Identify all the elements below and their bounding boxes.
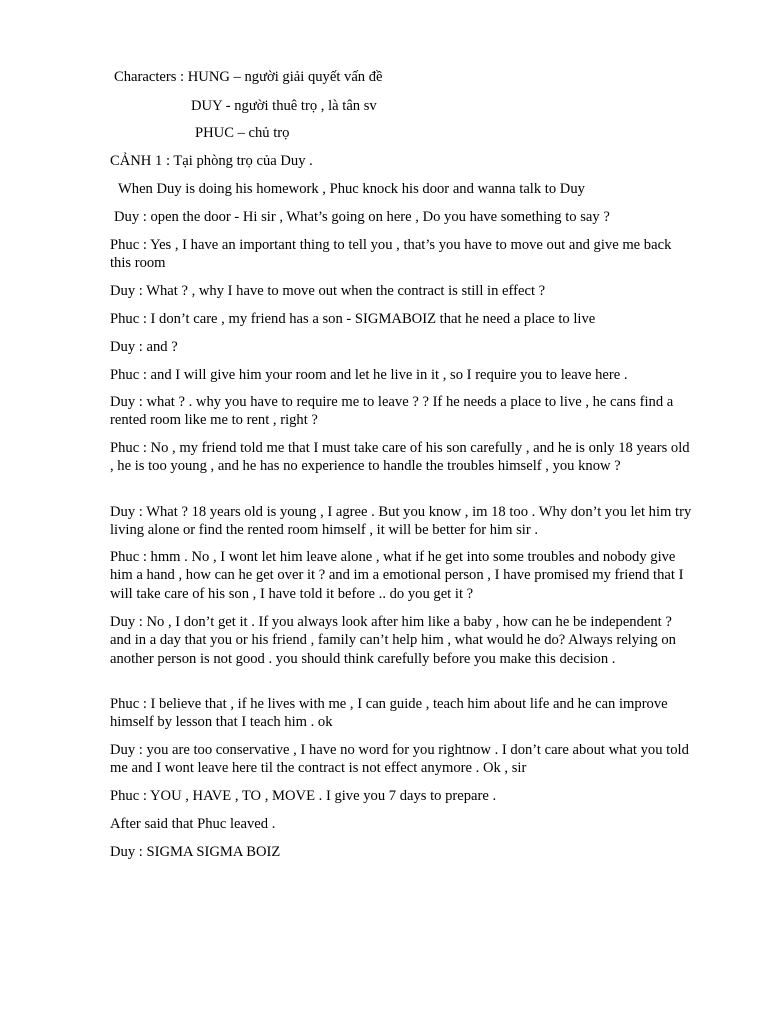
dialogue-line: Duy : what ? . why you have to require me to leave ? ? If he needs a place to live , he cans find a rented room like me to rent , right ? [110, 394, 674, 429]
dialogue-line: Phuc : hmm . No , I wont let him leave alone , what if he get into some troubles and nobody give him a hand , how can he get over it ? and im a emotional person , I have promised my friend that I will take care of his son , I have told it before .. do you get it ? [110, 549, 684, 602]
dialogue-line: Duy : you are too conservative , I have no word for you rightnow . I don’t care about what you told me and I wont leave here til the contract is not effect anymore . Ok , sir [110, 742, 689, 777]
dialogue-line: Phuc : and I will give him your room and let he live in it , so I require you to leave here . [110, 367, 628, 383]
characters-line-phuc: PHUC – chủ trọ [195, 125, 290, 141]
dialogue-line: Phuc : I don’t care , my friend has a son - SIGMABOIZ that he need a place to live [110, 311, 596, 327]
dialogue-line: Phuc : I believe that , if he lives with me , I can guide , teach him about life and he can improve himself by lesson that I teach him . ok [110, 696, 668, 731]
dialogue-line: Duy : What ? 18 years old is young , I agree . But you know , im 18 too . Why don’t you let him try living alone or find the rented room himself , it will be better for him sir . [110, 504, 692, 539]
dialogue-line: Duy : No , I don’t get it . If you always look after him like a baby , how can he be independent ? and in a day that you or his friend , family can’t help him , what would he do? Always relying on another person is not good . you should think carefully before you make this decision . [110, 614, 676, 667]
dialogue-line: Phuc : Yes , I have an important thing to tell you , that’s you have to move out and give me back this room [110, 237, 672, 272]
dialogue-line: Phuc : No , my friend told me that I must take care of his son carefully , and he is only 18 years old , he is too young , and he has no experience to handle the troubles himself , you know ? [110, 440, 690, 475]
scene-setup: When Duy is doing his homework , Phuc knock his door and wanna talk to Duy [118, 181, 585, 197]
dialogue-line: Duy : open the door - Hi sir , What’s going on here , Do you have something to say ? [114, 209, 610, 225]
dialogue-line: After said that Phuc leaved . [110, 816, 276, 832]
characters-line-hung: Characters : HUNG – người giải quyết vấn đề [114, 69, 383, 85]
characters-line-duy: DUY - người thuê trọ , là tân sv [191, 98, 377, 114]
scene-heading: CẢNH 1 : Tại phòng trọ của Duy . [110, 153, 313, 169]
dialogue-line: Duy : What ? , why I have to move out when the contract is still in effect ? [110, 283, 546, 299]
dialogue-line: Phuc : YOU , HAVE , TO , MOVE . I give you 7 days to prepare . [110, 788, 497, 804]
dialogue-line: Duy : and ? [110, 339, 178, 355]
dialogue-line: Duy : SIGMA SIGMA BOIZ [110, 844, 281, 860]
